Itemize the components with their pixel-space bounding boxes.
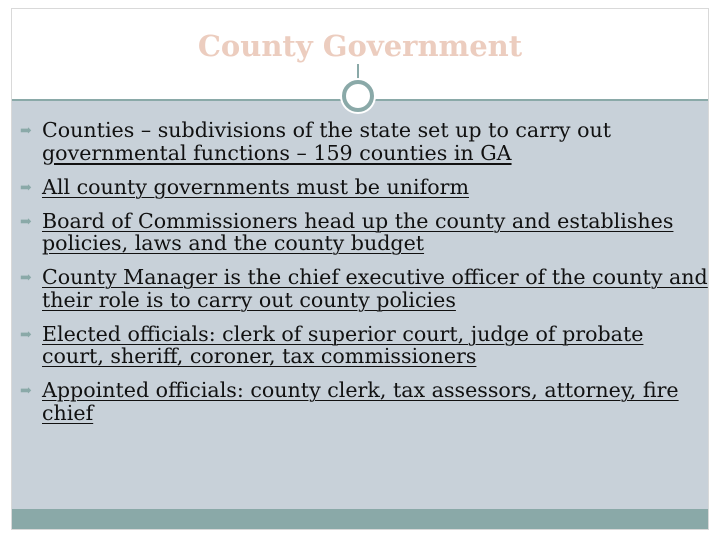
arrow-bullet-icon: ➡ [20, 213, 32, 230]
bullet-text: Appointed officials: county clerk, tax assessors, attorney, fire chief [42, 378, 679, 425]
bullet-item [20, 119, 710, 164]
bullet-text-line: governmental functions – 159 counties in GA [42, 140, 512, 165]
ornament-stem [357, 64, 359, 80]
bullet-text: All county governments must be uniform [42, 174, 469, 199]
arrow-bullet-icon: ➡ [20, 179, 32, 196]
arrow-bullet-icon: ➡ [20, 270, 32, 286]
slide-title: County Government [197, 29, 523, 63]
bullet-text: Board of Commissioners head up the county and establishes policies, laws and the county budget [42, 208, 674, 255]
bullet-item [20, 176, 710, 199]
footer-bar [12, 509, 708, 529]
bullet-item [20, 323, 710, 368]
bullet-item [20, 210, 710, 255]
bullet-text: Elected officials: clerk of superior court, judge of probate court, sheriff, coroner, tax commissioners [42, 321, 644, 368]
arrow-bullet-icon: ➡ [20, 123, 32, 139]
arrow-bullet-icon: ➡ [20, 383, 32, 399]
bullet-list [20, 119, 710, 436]
bullet-text: County Manager is the chief executive officer of the county and their role is to carry out county policies [42, 265, 708, 312]
circle-ornament-icon [342, 80, 374, 112]
arrow-bullet-icon: ➡ [20, 326, 32, 343]
bullet-item [20, 379, 710, 424]
bullet-text-line: Counties – subdivisions of the state set up to carry out [42, 118, 612, 142]
bullet-item [20, 266, 710, 311]
